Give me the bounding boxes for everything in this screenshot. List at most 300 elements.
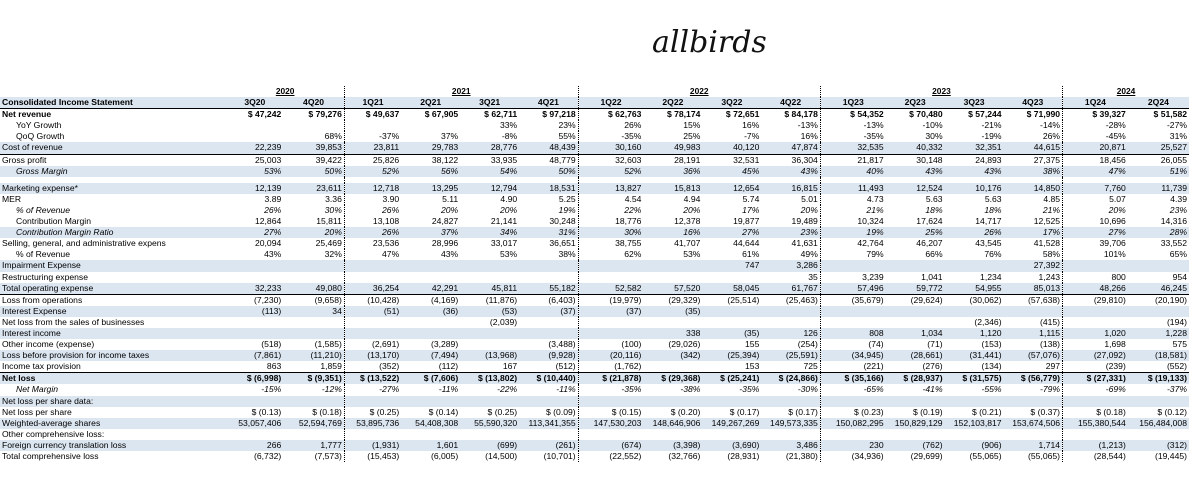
cell-value: 57,496: [820, 283, 885, 295]
cell-value: 266: [226, 440, 283, 451]
cell-value: 26%: [1004, 131, 1063, 142]
cell-value: -41%: [922, 384, 943, 395]
table-row: [0, 418, 1189, 429]
row-label: Cost of revenue: [0, 142, 226, 154]
cell-value: 50%: [283, 166, 344, 177]
cell-value: 17%: [1004, 227, 1063, 238]
cell-value: 29,783: [401, 142, 460, 154]
cell-value: (32,766): [668, 451, 701, 461]
cell-value: 36,304: [761, 154, 820, 166]
cell-value: (100): [621, 339, 642, 350]
cell-value: 44,644: [733, 238, 760, 249]
table-row: [0, 283, 1189, 295]
cell-value: (1,931): [344, 440, 401, 451]
row-label: Net loss from the sales of businesses: [2, 316, 145, 327]
cell-value: -35%: [739, 384, 760, 395]
cell-value: (29,329): [643, 294, 702, 306]
cell-value: $ (0.19): [912, 406, 943, 417]
cell-value: (35): [702, 328, 761, 339]
cell-value: (7,861): [226, 350, 283, 361]
cell-value: $ (0.17): [729, 406, 760, 417]
quarter-header: 2Q22: [643, 97, 702, 109]
cell-value: 39,422: [283, 154, 344, 166]
cell-value: 3,239: [862, 271, 884, 282]
cell-value: $ 62,711: [460, 109, 519, 121]
quarter-header: 3Q23: [945, 97, 1004, 109]
cell-value: $ (0.09): [519, 407, 578, 418]
cell-value: -13%: [863, 120, 884, 131]
cell-value: 12,718: [344, 183, 401, 194]
cell-value: 1,601: [401, 440, 460, 451]
row-label: Interest Expense: [0, 306, 226, 317]
cell-value: 10,696: [1099, 216, 1126, 227]
cell-value: 54%: [460, 166, 519, 177]
cell-value: $ (0.21): [971, 406, 1002, 417]
cell-value: [702, 272, 761, 283]
cell-value: 23%: [761, 227, 820, 238]
cell-value: 126: [761, 328, 820, 339]
table-row: [0, 339, 1189, 350]
cell-value: (674): [578, 440, 643, 451]
cell-value: 30,148: [886, 154, 945, 166]
cell-value: 26,055: [1128, 154, 1189, 166]
cell-value: [1004, 429, 1063, 440]
cell-value: 21%: [866, 204, 884, 215]
row-label: Gross Margin: [0, 166, 226, 177]
cell-value: (3,398): [643, 440, 702, 451]
cell-value: 4.73: [866, 193, 884, 204]
cell-value: [401, 317, 460, 328]
cell-value: 150,829,129: [886, 418, 945, 429]
cell-value: 26%: [624, 120, 642, 131]
cell-value: 45%: [702, 166, 761, 177]
cell-value: 32%: [283, 249, 344, 260]
cell-value: 30%: [578, 227, 643, 238]
row-label: Restructuring expense: [2, 271, 88, 282]
cell-value: (34,945): [820, 350, 885, 361]
cell-value: (3,690): [702, 440, 761, 451]
cell-value: 27,392: [1004, 260, 1063, 271]
cell-value: 147,530,203: [578, 418, 643, 429]
cell-value: -35%: [621, 131, 642, 142]
cell-value: 85,013: [1004, 283, 1063, 295]
cell-value: 16,815: [761, 183, 820, 194]
cell-value: [886, 429, 945, 440]
cell-value: 22,239: [226, 142, 283, 154]
cell-value: 954: [1172, 271, 1187, 282]
year-header-row: [0, 86, 1189, 97]
cell-value: 863: [266, 361, 282, 372]
cell-value: [643, 317, 702, 328]
cell-value: 4.85: [1004, 194, 1063, 205]
cell-value: $ 71,990: [1004, 109, 1063, 121]
quarter-header: 1Q23: [820, 97, 885, 109]
cell-value: $ 49,637: [344, 109, 401, 121]
cell-value: [761, 306, 820, 317]
row-label: YoY Growth: [16, 120, 62, 131]
cell-value: -8%: [501, 131, 518, 142]
cell-value: $ (25,241): [702, 373, 761, 385]
cell-value: (7,573): [283, 451, 344, 462]
cell-value: (7,230): [226, 294, 283, 306]
cell-value: (1,213): [1063, 440, 1128, 451]
cell-value: (55,065): [1004, 451, 1063, 462]
cell-value: 575: [1172, 339, 1187, 350]
cell-value: 55,182: [519, 283, 578, 295]
cell-value: 4.90: [500, 193, 518, 204]
cell-value: 150,082,295: [820, 418, 885, 429]
cell-value: $ 72,651: [702, 109, 761, 121]
cell-value: 1,234: [980, 271, 1002, 282]
cell-value: [226, 317, 283, 328]
cell-value: (31,441): [945, 350, 1004, 361]
cell-value: 230: [820, 440, 885, 451]
row-label: Other income (expense): [2, 339, 95, 350]
cell-value: [226, 272, 283, 283]
table-row: [0, 194, 1189, 205]
cell-value: 1,034: [886, 328, 945, 339]
cell-value: 25,003: [226, 154, 283, 166]
quarter-header: 2Q23: [886, 97, 945, 109]
cell-value: $ 54,352: [820, 109, 885, 121]
cell-value: 3.36: [283, 194, 344, 205]
cell-value: 24,827: [431, 216, 459, 227]
row-label: Total operating expense: [0, 283, 226, 295]
cell-value: 51%: [1128, 166, 1189, 177]
cell-value: [1063, 396, 1128, 407]
cell-value: 41,631: [761, 238, 820, 249]
cell-value: 1,859: [283, 361, 344, 373]
cell-value: 1,698: [1104, 339, 1126, 350]
cell-value: [702, 396, 761, 407]
cell-value: $ (0.17): [761, 407, 820, 418]
cell-value: [1063, 429, 1128, 440]
cell-value: 61,767: [761, 283, 820, 295]
row-label: Net loss per share data:: [0, 396, 226, 407]
cell-value: [820, 317, 885, 328]
cell-value: (1,585): [283, 339, 344, 350]
quarter-header: 2Q24: [1128, 97, 1189, 109]
cell-value: -38%: [680, 384, 701, 395]
cell-value: 42,764: [857, 238, 884, 249]
cell-value: [226, 260, 283, 271]
cell-value: (55,065): [969, 451, 1002, 461]
quarter-header: 2Q21: [401, 97, 460, 109]
cell-value: 54,955: [945, 283, 1004, 295]
cell-value: $ (0.18): [283, 407, 344, 418]
cell-value: 47%: [1063, 166, 1128, 177]
cell-value: 18%: [925, 204, 943, 215]
cell-value: [578, 429, 643, 440]
cell-value: [643, 396, 702, 407]
cell-value: (312): [1128, 440, 1189, 451]
cell-value: $ (6,998): [226, 373, 283, 385]
cell-value: 3.89: [264, 193, 282, 204]
cell-value: 1,777: [283, 440, 344, 451]
cell-value: [578, 260, 643, 271]
cell-value: 12,378: [674, 216, 701, 227]
cell-value: 52,594,769: [283, 418, 344, 429]
cell-value: 35: [761, 272, 820, 283]
cell-value: (113): [226, 306, 283, 317]
cell-value: (22,552): [609, 451, 642, 461]
year-label: 2022: [578, 86, 820, 97]
cell-value: 36,254: [344, 283, 401, 295]
cell-value: [578, 272, 643, 283]
cell-value: $ 57,244: [945, 109, 1004, 121]
cell-value: $ 67,905: [401, 109, 460, 121]
row-label: Interest income: [0, 328, 226, 339]
table-row: [0, 166, 1189, 177]
cell-value: (25,591): [761, 350, 820, 361]
cell-value: 45,811: [460, 283, 519, 295]
cell-value: 153,674,506: [1004, 418, 1063, 429]
cell-value: 36%: [643, 166, 702, 177]
cell-value: $ (9,351): [283, 373, 344, 385]
cell-value: 16%: [742, 120, 760, 131]
cell-value: (51): [344, 306, 401, 317]
cell-value: 24,893: [945, 154, 1004, 166]
cell-value: 40,120: [702, 142, 761, 154]
cell-value: $ 78,174: [643, 109, 702, 121]
cell-value: $ (0.25): [487, 406, 518, 417]
cell-value: 28%: [1128, 227, 1189, 238]
cell-value: 41,528: [1004, 238, 1063, 249]
cell-value: $ (0.13): [251, 406, 282, 417]
cell-value: 59,772: [886, 283, 945, 295]
quarter-header-row: [0, 97, 1189, 109]
table-row: [0, 328, 1189, 339]
table-row: [0, 249, 1189, 260]
cell-value: $ (35,166): [820, 373, 885, 385]
cell-value: 19%: [820, 227, 885, 238]
cell-value: 23,536: [372, 238, 400, 249]
cell-value: [401, 272, 460, 283]
cell-value: [761, 396, 820, 407]
cell-value: (20,190): [1128, 294, 1189, 306]
cell-value: 747: [702, 260, 761, 271]
cell-value: (11,876): [460, 294, 519, 306]
cell-value: 149,573,335: [761, 418, 820, 429]
cell-value: -45%: [1105, 131, 1126, 142]
cell-value: 5.11: [442, 193, 459, 204]
cell-value: 5.63: [925, 193, 943, 204]
cell-value: 13,295: [401, 183, 460, 194]
cell-value: [1063, 260, 1128, 271]
cell-value: (57,076): [1004, 350, 1063, 361]
cell-value: 21,817: [820, 154, 885, 166]
cell-value: 26%: [344, 227, 401, 238]
row-label: Weighted-average shares: [0, 418, 226, 429]
cell-value: 4.94: [683, 193, 701, 204]
quarter-header: 3Q22: [702, 97, 761, 109]
cell-value: 18%: [984, 204, 1002, 215]
cell-value: 13,827: [578, 183, 643, 194]
cell-value: $ 84,178: [761, 109, 820, 121]
cell-value: 58%: [1004, 249, 1063, 260]
cell-value: [643, 272, 702, 283]
cell-value: 61%: [742, 249, 760, 260]
cell-value: 33,552: [1160, 238, 1187, 249]
cell-value: 10,324: [857, 216, 884, 227]
cell-value: (36): [401, 306, 460, 317]
cell-value: [401, 396, 460, 407]
cell-value: $ (0.20): [670, 406, 701, 417]
cell-value: 20%: [283, 227, 344, 238]
cell-value: [761, 317, 820, 328]
cell-value: (254): [761, 339, 820, 350]
cell-value: [945, 260, 1004, 271]
cell-value: 20%: [499, 204, 518, 215]
cell-value: -69%: [1105, 384, 1126, 395]
cell-value: 49,080: [283, 283, 344, 295]
cell-value: [283, 260, 344, 271]
cell-value: 27%: [702, 227, 761, 238]
cell-value: [519, 317, 578, 328]
cell-value: 1,120: [945, 328, 1004, 339]
cell-value: 76%: [984, 249, 1002, 260]
table-row: [0, 272, 1189, 283]
cell-value: (28,661): [886, 350, 945, 361]
cell-value: (261): [519, 440, 578, 451]
table-row: [0, 154, 1189, 166]
cell-value: (57,638): [1004, 294, 1063, 306]
table-row: [0, 142, 1189, 154]
cell-value: -55%: [981, 384, 1002, 395]
cell-value: 46,207: [916, 238, 943, 249]
cell-value: [344, 120, 401, 131]
cell-value: (7,494): [401, 350, 460, 361]
cell-value: (2,691): [371, 339, 400, 350]
cell-value: 5.63: [984, 193, 1002, 204]
cell-value: (14,500): [485, 451, 518, 461]
cell-value: [643, 361, 702, 373]
cell-value: 48,439: [519, 142, 578, 154]
cell-value: 7,760: [1063, 183, 1128, 194]
table-row: [0, 205, 1189, 216]
quarter-header: 4Q20: [283, 97, 344, 109]
cell-value: [226, 131, 283, 142]
cell-value: $ (13,522): [344, 373, 401, 385]
cell-value: (37): [519, 306, 578, 317]
cell-value: [283, 272, 344, 283]
cell-value: [820, 260, 885, 271]
cell-value: [945, 306, 1004, 317]
cell-value: 16%: [761, 131, 820, 142]
cell-value: 28,191: [643, 154, 702, 166]
cell-value: 12,524: [886, 183, 945, 194]
cell-value: 5.07: [1109, 193, 1126, 204]
cell-value: 12,654: [702, 183, 761, 194]
cell-value: [945, 396, 1004, 407]
cell-value: -21%: [981, 120, 1002, 131]
cell-value: 47%: [382, 249, 400, 260]
cell-value: 48,779: [519, 154, 578, 166]
cell-value: [1128, 260, 1189, 271]
cell-value: 26%: [382, 204, 400, 215]
cell-value: [702, 306, 761, 317]
quarter-header: 3Q21: [460, 97, 519, 109]
cell-value: (25,394): [702, 350, 761, 361]
cell-value: [283, 429, 344, 440]
cell-value: 725: [761, 361, 820, 373]
cell-value: (276): [922, 361, 943, 372]
cell-value: 113,341,355: [519, 418, 578, 429]
cell-value: [283, 317, 344, 328]
cell-value: 1,243: [1004, 272, 1063, 283]
cell-value: 10,176: [945, 183, 1004, 194]
cell-value: [344, 317, 401, 328]
cell-value: 38%: [1004, 166, 1063, 177]
cell-value: $ (0.12): [1157, 406, 1187, 417]
cell-value: -28%: [1105, 120, 1126, 131]
cell-value: 38,122: [401, 154, 460, 166]
cell-value: 55%: [519, 131, 578, 142]
cell-value: 4.54: [624, 193, 642, 204]
cell-value: 33,017: [490, 238, 518, 249]
cell-value: (29,624): [886, 294, 945, 306]
row-label: % of Revenue: [16, 204, 70, 215]
cell-value: -79%: [1004, 384, 1063, 395]
table-row: [0, 440, 1189, 451]
cell-value: [886, 306, 945, 317]
cell-value: $ 79,276: [283, 109, 344, 121]
cell-value: [283, 328, 344, 339]
cell-value: (30,062): [945, 294, 1004, 306]
cell-value: (28,931): [727, 451, 760, 461]
cell-value: (29,810): [1063, 294, 1128, 306]
cell-value: 4.39: [1170, 193, 1187, 204]
cell-value: (20,116): [578, 350, 643, 361]
cell-value: (518): [261, 339, 282, 350]
cell-value: [820, 429, 885, 440]
cell-value: 39,706: [1099, 238, 1126, 249]
cell-value: 48,266: [1063, 283, 1128, 295]
row-label: % of Revenue: [16, 249, 70, 260]
cell-value: (699): [460, 440, 519, 451]
row-label: Impairment Expense: [0, 260, 226, 271]
cell-value: $ 39,327: [1063, 109, 1128, 121]
cell-value: -11%: [438, 384, 459, 395]
cell-value: 54,408,308: [401, 418, 460, 429]
cell-value: (552): [1166, 361, 1187, 372]
cell-value: 39,853: [283, 142, 344, 154]
row-label: Loss from operations: [0, 294, 226, 306]
cell-value: 26%: [264, 204, 282, 215]
cell-value: 1,115: [1004, 328, 1063, 339]
cell-value: [344, 272, 401, 283]
cell-value: 43,545: [975, 238, 1002, 249]
cell-value: -22%: [497, 384, 518, 395]
year-label: 2020: [226, 86, 344, 97]
cell-value: (10,701): [519, 451, 578, 462]
cell-value: 14,850: [1004, 183, 1063, 194]
cell-value: 68%: [283, 131, 344, 142]
row-label: Marketing expense*: [0, 183, 226, 194]
table-row: [0, 373, 1189, 385]
table-row: [0, 429, 1189, 440]
cell-value: [460, 339, 519, 350]
cell-value: [702, 429, 761, 440]
quarter-header: 4Q22: [761, 97, 820, 109]
cell-value: [761, 429, 820, 440]
cell-value: [226, 120, 283, 131]
row-label: MER: [2, 193, 22, 204]
cell-value: (1,762): [614, 361, 642, 372]
cell-value: (28,544): [1093, 451, 1126, 461]
cell-value: 18,456: [1063, 154, 1128, 166]
cell-value: 31%: [1169, 131, 1187, 142]
